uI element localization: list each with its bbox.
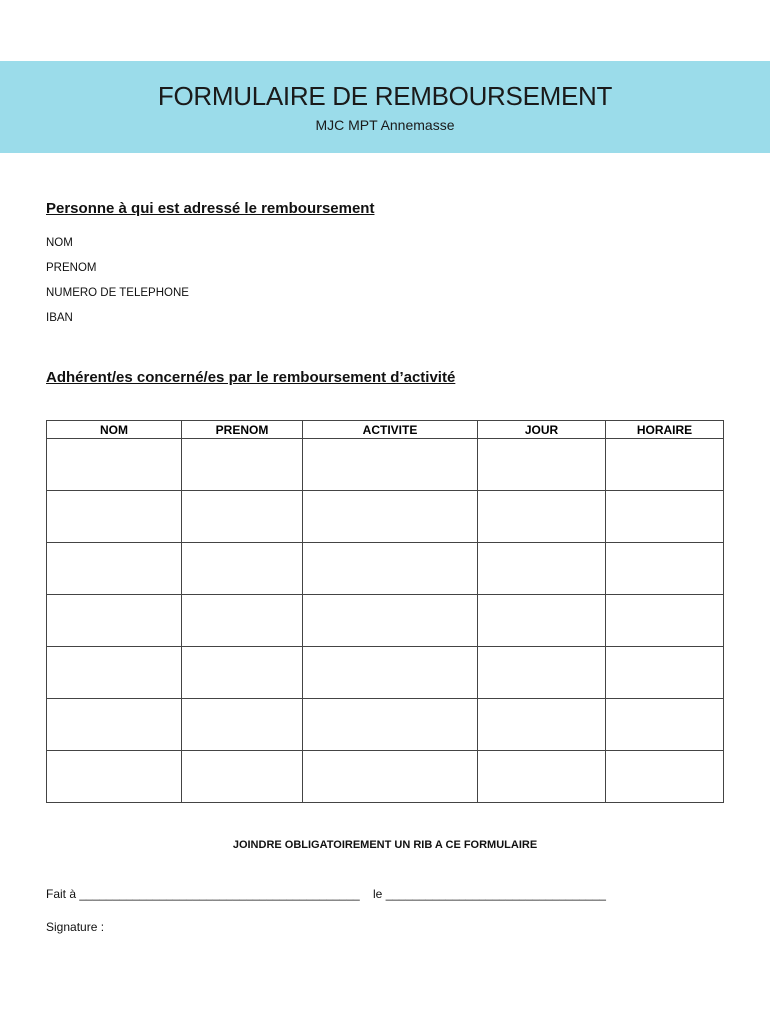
- table-cell-nom[interactable]: [47, 647, 182, 699]
- fait-field[interactable]: __________________________________________: [79, 887, 360, 901]
- table-cell-jour[interactable]: [478, 543, 606, 595]
- table-row: [47, 751, 724, 803]
- table-header-row: [47, 421, 724, 439]
- field-prenom[interactable]: PRENOM: [46, 262, 97, 274]
- table-cell-prenom[interactable]: [182, 439, 303, 491]
- table-cell-horaire[interactable]: [606, 699, 724, 751]
- table-row: [47, 699, 724, 751]
- col-header-jour: JOUR: [478, 421, 606, 439]
- table-row: [47, 595, 724, 647]
- table-cell-activite[interactable]: [303, 699, 478, 751]
- form-subtitle: MJC MPT Annemasse: [315, 117, 455, 133]
- section-members-title: Adhérent/es concerné/es par le remboursement d’activité: [46, 369, 456, 386]
- table-row: [47, 647, 724, 699]
- table-cell-horaire[interactable]: [606, 439, 724, 491]
- place-date-line: [46, 887, 606, 901]
- table-cell-activite[interactable]: [303, 751, 478, 803]
- table-cell-jour[interactable]: [478, 699, 606, 751]
- col-header-horaire: HORAIRE: [606, 421, 724, 439]
- table-row: [47, 543, 724, 595]
- fait-label: Fait à: [46, 887, 77, 901]
- table-cell-horaire[interactable]: [606, 595, 724, 647]
- table-cell-jour[interactable]: [478, 491, 606, 543]
- form-title: FORMULAIRE DE REMBOURSEMENT: [157, 81, 613, 111]
- date-field[interactable]: _________________________________: [385, 887, 606, 901]
- table-cell-horaire[interactable]: [606, 647, 724, 699]
- table-cell-activite[interactable]: [303, 491, 478, 543]
- col-header-nom: NOM: [47, 421, 182, 439]
- members-table: [46, 420, 724, 803]
- section-recipient-title: Personne à qui est adressé le remboursement: [46, 200, 375, 217]
- header-banner: [0, 61, 770, 153]
- table-cell-nom[interactable]: [47, 751, 182, 803]
- field-nom[interactable]: NOM: [46, 237, 73, 249]
- table-cell-horaire[interactable]: [606, 491, 724, 543]
- table-cell-jour[interactable]: [478, 595, 606, 647]
- table-cell-activite[interactable]: [303, 439, 478, 491]
- table-cell-nom[interactable]: [47, 543, 182, 595]
- table-cell-prenom[interactable]: [182, 647, 303, 699]
- rib-notice: JOINDRE OBLIGATOIREMENT UN RIB A CE FORMULAIRE: [232, 839, 538, 851]
- table-cell-prenom[interactable]: [182, 491, 303, 543]
- le-label: le: [373, 887, 383, 901]
- table-cell-prenom[interactable]: [182, 595, 303, 647]
- table-cell-nom[interactable]: [47, 595, 182, 647]
- col-header-activite: ACTIVITE: [303, 421, 478, 439]
- table-cell-nom[interactable]: [47, 699, 182, 751]
- table-cell-prenom[interactable]: [182, 543, 303, 595]
- col-header-prenom: PRENOM: [182, 421, 303, 439]
- field-iban[interactable]: IBAN: [46, 312, 73, 324]
- table-cell-jour[interactable]: [478, 647, 606, 699]
- table-cell-activite[interactable]: [303, 595, 478, 647]
- table-cell-jour[interactable]: [478, 439, 606, 491]
- field-telephone[interactable]: NUMERO DE TELEPHONE: [46, 287, 189, 299]
- signature-label: Signature :: [46, 920, 105, 934]
- table-row: [47, 439, 724, 491]
- table-cell-nom[interactable]: [47, 439, 182, 491]
- table-row: [47, 491, 724, 543]
- table-cell-activite[interactable]: [303, 647, 478, 699]
- table-cell-jour[interactable]: [478, 751, 606, 803]
- table-cell-nom[interactable]: [47, 491, 182, 543]
- table-cell-activite[interactable]: [303, 543, 478, 595]
- table-cell-prenom[interactable]: [182, 699, 303, 751]
- table-cell-horaire[interactable]: [606, 751, 724, 803]
- table-cell-horaire[interactable]: [606, 543, 724, 595]
- table-cell-prenom[interactable]: [182, 751, 303, 803]
